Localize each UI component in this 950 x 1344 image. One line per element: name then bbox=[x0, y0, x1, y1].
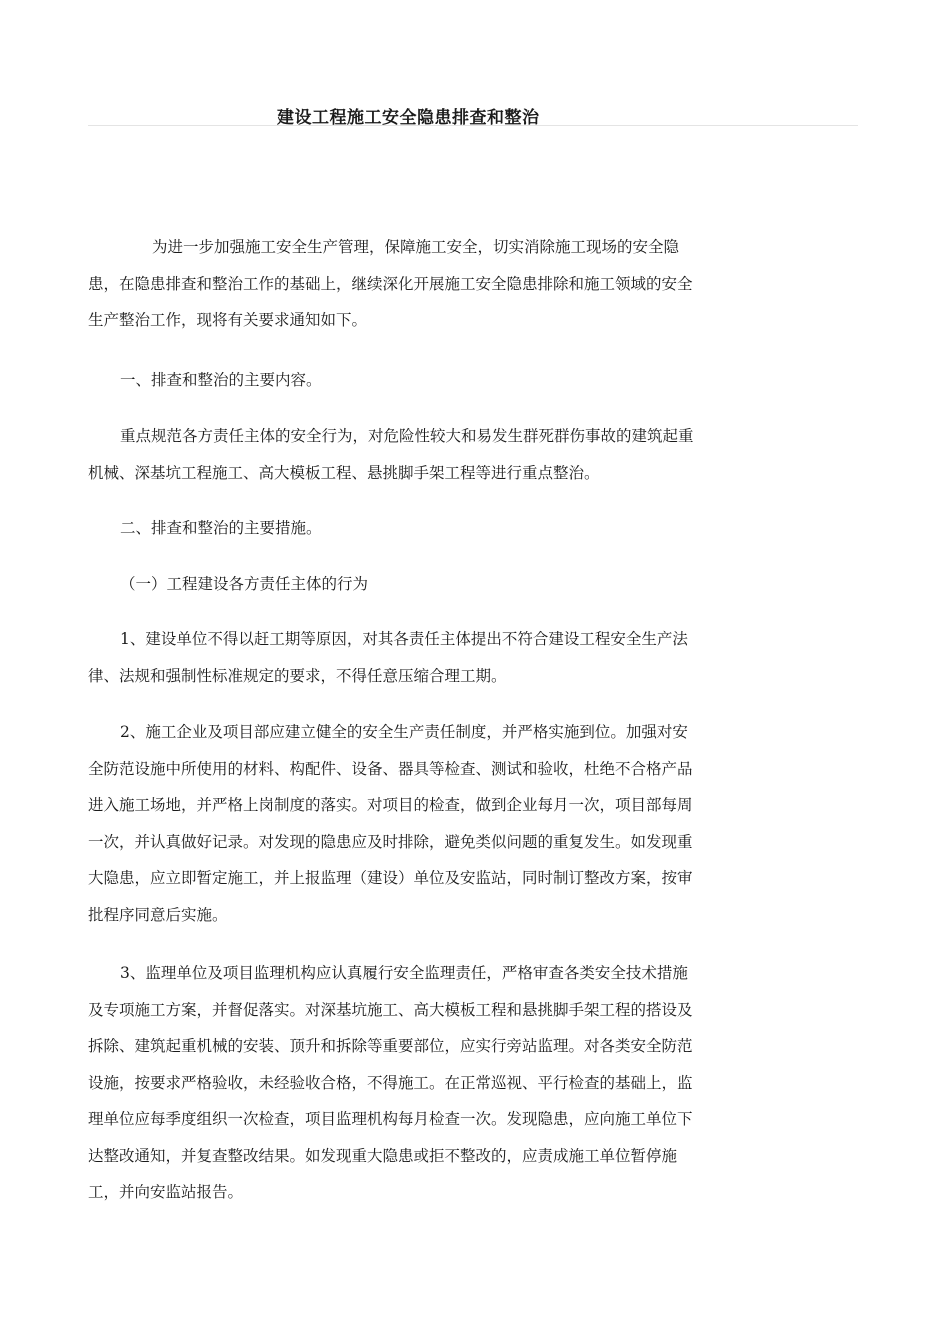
list-item bbox=[88, 621, 748, 694]
paragraph-line: 1、建设单位不得以赶工期等原因，对其各责任主体提出不符合建设工程安全生产法 bbox=[120, 630, 688, 648]
paragraph-line: 二、排查和整治的主要措施。 bbox=[120, 519, 322, 537]
paragraph-line: 全防范设施中所使用的材料、构配件、设备、器具等检查、测试和验收，杜绝不合格产品 bbox=[88, 759, 693, 778]
paragraph-line: 及专项施工方案，并督促落实。对深基坑施工、高大模板工程和悬挑脚手架工程的搭设及 bbox=[88, 1000, 693, 1019]
paragraph-line: 批程序同意后实施。 bbox=[88, 905, 228, 924]
paragraph-line: 大隐患，应立即暂定施工，并上报监理（建设）单位及安监站，同时制订整改方案，按审 bbox=[88, 869, 693, 887]
paragraph-line: 理单位应每季度组织一次检查，项目监理机构每月检查一次。发现隐患，应向施工单位下 bbox=[88, 1110, 693, 1128]
paragraph-line: 患，在隐患排查和整治工作的基础上，继续深化开展施工安全隐患排除和施工领域的安全 bbox=[88, 274, 693, 293]
list-item bbox=[88, 714, 748, 933]
paragraph-line: 工，并向安监站报告。 bbox=[88, 1183, 244, 1201]
section-heading bbox=[88, 362, 748, 399]
list-item bbox=[88, 955, 748, 1211]
paragraph-line: 进入施工场地，并严格上岗制度的落实。对项目的检查，做到企业每月一次，项目部每周 bbox=[88, 796, 693, 814]
intro-paragraph bbox=[88, 229, 748, 339]
paragraph-line: 设施，按要求严格验收，未经验收合格，不得施工。在正常巡视、平行检查的基础上，监 bbox=[88, 1073, 693, 1092]
paragraph-line: 律、法规和强制性标准规定的要求，不得任意压缩合理工期。 bbox=[88, 666, 507, 685]
paragraph-line: 2、施工企业及项目部应建立健全的安全生产责任制度，并严格实施到位。加强对安 bbox=[120, 723, 688, 741]
page-title: 建设工程施工安全隐患排查和整治 bbox=[277, 108, 540, 128]
title-divider bbox=[88, 125, 858, 126]
subsection-heading bbox=[88, 566, 748, 603]
paragraph-line: 重点规范各方责任主体的安全行为，对危险性较大和易发生群死群伤事故的建筑起重 bbox=[120, 427, 694, 445]
paragraph-line: 3、监理单位及项目监理机构应认真履行安全监理责任，严格审查各类安全技术措施 bbox=[120, 964, 688, 982]
paragraph-line: 拆除、建筑起重机械的安装、顶升和拆除等重要部位，应实行旁站监理。对各类安全防范 bbox=[88, 1037, 693, 1055]
paragraph-line: 为进一步加强施工安全生产管理，保障施工安全，切实消除施工现场的安全隐 bbox=[152, 238, 680, 256]
section-content bbox=[88, 418, 748, 491]
paragraph-line: 达整改通知，并复查整改结果。如发现重大隐患或拒不整改的，应责成施工单位暂停施 bbox=[88, 1146, 678, 1165]
section-heading bbox=[88, 510, 748, 547]
paragraph-line: 一次，并认真做好记录。对发现的隐患应及时排除，避免类似问题的重复发生。如发现重 bbox=[88, 832, 693, 851]
paragraph-line: 一、排查和整治的主要内容。 bbox=[120, 371, 322, 389]
paragraph-line: 机械、深基坑工程施工、高大模板工程、悬挑脚手架工程等进行重点整治。 bbox=[88, 463, 600, 482]
paragraph-line: 生产整治工作，现将有关要求通知如下。 bbox=[88, 311, 368, 329]
paragraph-line: （一）工程建设各方责任主体的行为 bbox=[120, 575, 369, 593]
